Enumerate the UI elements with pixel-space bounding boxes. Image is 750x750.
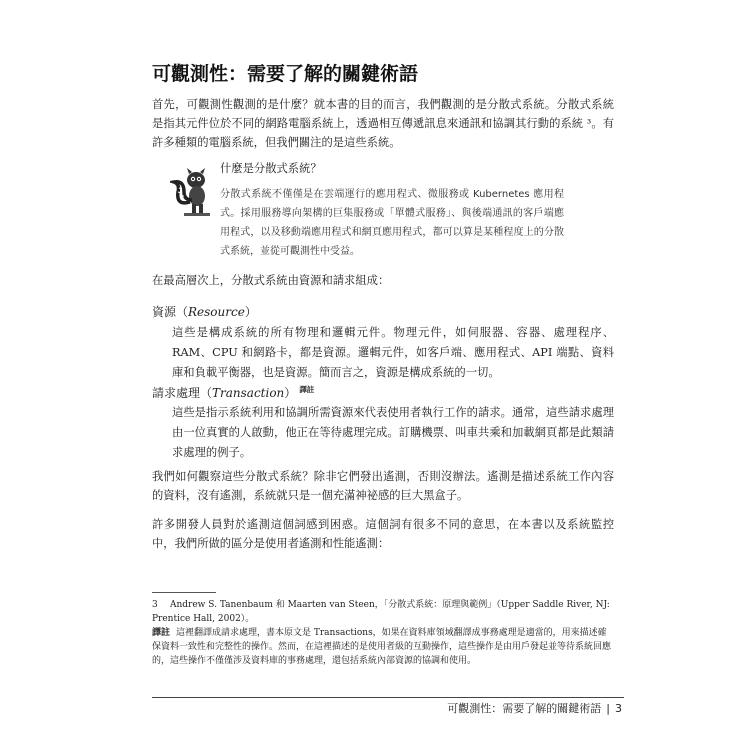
footnote-3-mark: 3	[152, 600, 158, 610]
term-resource-en: Resource	[188, 305, 245, 319]
term-resource-label: 資源（	[152, 305, 189, 319]
term-transaction-label: 請求處理（	[152, 386, 213, 400]
term-resource-close: ）	[244, 305, 257, 319]
term-transaction	[152, 380, 314, 403]
footnote-3	[152, 598, 614, 626]
translator-note-mark: 譯註	[299, 385, 315, 394]
intro-paragraph: 首先，可觀測性觀測的是什麼？就本書的目的而言，我們觀測的是分散式系統。分散式系統是指其元件位於不同的網路電腦系統上，透過相互傳遞訊息來通訊和協調其行動的系統 ³。有許多種類的電腦系統，但我們關注的是這些系統。	[152, 98, 614, 149]
definition-resource: 這些是構成系統的所有物理和邏輯元件。物理元件，如伺服器、容器、處理程序、RAM、CPU 和網路卡，都是資源。邏輯元件，如客戶端、應用程式、API 端點、資料庫和負載平衡器，也是資源。簡而言之，資源是構成系統的一切。	[172, 326, 614, 379]
lemur-icon	[170, 162, 214, 220]
running-footer-separator: |	[606, 702, 610, 715]
translator-note-tag: 譯註	[152, 628, 171, 638]
footer-divider	[152, 697, 624, 698]
definition-transaction: 這些是指示系統利用和協調所需資源來代表使用者執行工作的請求。通常，這些請求處理由一位真實的人啟動，他正在等待處理完成。訂購機票、叫車共乘和加載網頁都是此類請求處理的例子。	[172, 406, 614, 459]
top-level-sentence: 在最高層次上，分散式系統由資源和請求組成：	[152, 274, 390, 287]
sidebar-body: 分散式系統不僅僅是在雲端運行的應用程式、微服務或 Kubernetes 應用程式。採用服務導向架構的巨集服務或「單體式服務」、與後端通訊的客戶端應用程式，以及移動端應用程式和網頁應用程式，都可以算是某種程度上的分散式系統，並從可觀測性中受益。	[220, 189, 564, 257]
term-resource	[152, 302, 257, 322]
sidebar-title: 什麼是分散式系統？	[220, 162, 322, 175]
section-heading: 可觀測性：需要了解的關鍵術語	[152, 63, 419, 85]
running-footer	[447, 701, 622, 717]
running-footer-chapter: 可觀測性：需要了解的關鍵術語	[447, 702, 602, 715]
footnote-3-text: Andrew S. Tanenbaum 和 Maarten van Steen，「分散式系統：原理與範例」（Upper Saddle River, NJ: Prentice Hall, 2002）。	[152, 600, 610, 624]
observe-paragraph: 我們如何觀察這些分散式系統？除非它們發出遙測，否則沒辦法。遙測是描述系統工作內容的資料，沒有遙測，系統就只是一個充滿神祕感的巨大黑盒子。	[152, 470, 614, 502]
sidebar-note	[162, 160, 582, 265]
term-transaction-close: ）	[284, 386, 297, 400]
translator-note-text: 這裡翻譯成請求處理，書本原文是 Transactions，如果在資料庫領域翻譯成事務處理是適當的，用來描述確保資料一致性和完整性的操作。然而，在這裡描述的是使用者級的互動操作，這些操作是由用戶發起並等待系統回應的，這些操作不僅僅涉及資料庫的事務處理，還包括系統內部資源的協調和使用。	[152, 628, 612, 666]
page-number: 3	[615, 702, 622, 715]
translator-note	[152, 626, 614, 668]
term-transaction-en: Transaction	[212, 386, 285, 400]
telemetry-confusion-paragraph: 許多開發人員對於遙測這個詞感到困惑。這個詞有很多不同的意思，在本書以及系統監控中，我們所做的區分是使用者遙測和性能遙測：	[152, 518, 614, 550]
footnote-divider	[152, 592, 216, 593]
